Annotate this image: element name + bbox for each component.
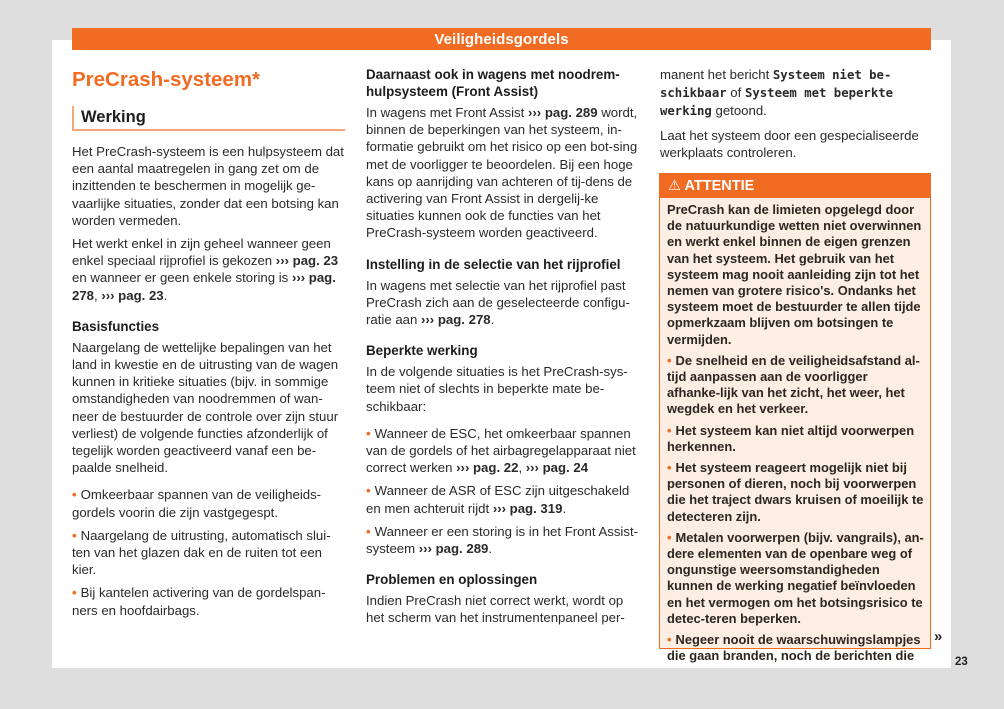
display-message: Systeem met beperkte werking (660, 86, 894, 119)
column-1 (72, 62, 346, 625)
list-item (72, 527, 346, 579)
bullet-text: Omkeerbaar spannen van de veiligheids-gordels voorin die zijn vastgegespt. (72, 487, 322, 520)
text: Het werkt enkel in zijn geheel wanneer geen enkel speciaal rijprofiel is gekozen (72, 236, 331, 269)
list-item (366, 523, 640, 557)
profile-paragraph (366, 277, 640, 329)
warning-body (660, 198, 930, 664)
warning-triangle-icon: ⚠ (668, 178, 681, 194)
bullet-icon: • (72, 585, 77, 601)
bullet-text: Wanneer er een storing is in het Front Assist-systeem (366, 523, 639, 557)
list-item (667, 460, 924, 525)
page-ref-link[interactable]: ››› pag. 24 (525, 460, 589, 476)
section-header-bar (72, 28, 931, 50)
list-item (72, 486, 346, 520)
text: wordt, binnen de beperkingen van het systeem, in-formatie gebruikt om het risico op een bot-sing met de voorligger te beoordelen. Bij een hoge kans op aanrijding van achteren of tij-dens de activering van Front Assist in dergelij-ke situaties kunnen ook de functies van het PreCrash-systeem worden geactiveerd. (366, 105, 638, 241)
limited-paragraph: In de volgende situaties is het PreCrash-sys-teem niet of slechts in beperkte mate be-schikbaar: (366, 364, 628, 414)
list-item (72, 584, 346, 618)
bullet-icon: • (366, 483, 371, 499)
heading-problemen: Problemen en oplossingen (366, 572, 538, 588)
page-ref-link[interactable]: ››› pag. 278 (72, 270, 336, 303)
page-number: 23 (955, 656, 968, 668)
text: . (163, 287, 168, 303)
intro-paragraph: Het PreCrash-systeem is een hulpsysteem dat een aantal maatregelen in gang zet om de inzittenden te beschermen in mogelijk ge-vaarlijke situaties, zonder dat een botsing kan worden vermeden. (72, 144, 344, 228)
display-message: Systeem niet be-schikbaar (660, 68, 892, 101)
text: . (490, 312, 495, 328)
bullet-icon: • (667, 529, 672, 545)
profile-paragraph (72, 235, 346, 304)
bullet-text: De snelheid en de veiligheidsafstand al-tijd aanpassen aan de voorligger afhanke-lijk van het zicht, het weer, het wegdek en het verkeer. (667, 352, 920, 417)
bullet-text: Bij kantelen activering van de gordelspan-ners en hoofdairbags. (72, 585, 326, 618)
heading-beperkte-werking: Beperkte werking (366, 343, 478, 359)
column-2 (366, 62, 640, 633)
warning-header (660, 174, 930, 198)
list-item: • Wanneer de ESC, het omkeerbaar spannen van de gordels of het airbagregelapparaat niet correct werken ››› pag. 22, ››› pag. 24 (366, 425, 636, 476)
page-ref-link[interactable]: ››› pag. 319 (492, 500, 563, 516)
warning-intro: PreCrash kan de limieten opgelegd door de natuurkundige wetten niet overwinnen en werkt enkel binnen de eigen grenzen van het systeem. Het gebruik van het systeem mag nooit aanleiding zijn tot het nemen van grotere risico's. Ondanks het systeem moet de bestuurder te allen tijde opmerkzaam blijven om botsingen te vermijden. (667, 202, 922, 347)
text: . (562, 500, 567, 516)
heading-front-assist: Daarnaast ook in wagens met noodrem-hulpsysteem (Front Assist) (366, 67, 620, 99)
bullet-icon: • (667, 352, 672, 368)
page-ref-link[interactable]: ››› pag. 278 (421, 312, 491, 328)
message-paragraph (660, 66, 932, 121)
bullet-icon: • (366, 523, 371, 539)
column-3 (660, 66, 932, 167)
bullet-icon: • (72, 527, 77, 543)
warning-box (659, 173, 931, 664)
bullet-icon: • (72, 487, 77, 503)
heading-basisfuncties: Basisfuncties (72, 318, 160, 334)
text: en wanneer er geen enkele storing is (72, 270, 292, 286)
list-item (667, 632, 924, 664)
text: , (94, 287, 102, 303)
warning-title: ATTENTIE (684, 178, 755, 194)
text: getoond. (711, 103, 767, 119)
problems-paragraph: Indien PreCrash niet correct werkt, wordt op het scherm van het instrumentenpaneel per- (366, 593, 625, 626)
text: . (488, 541, 493, 557)
page-ref-link[interactable]: ››› pag. 22 (456, 460, 519, 476)
page-ref-link[interactable]: ››› pag. 289 (527, 105, 598, 120)
bullet-text: Wanneer de ESC, het omkeerbaar spannen van de gordels of het airbagregelapparaat niet correct werken (366, 425, 636, 476)
page-ref-link[interactable]: ››› pag. 23 (275, 253, 339, 269)
bullet-text: Metalen voorwerpen (bijv. vangrails), an-dere elementen van de openbare weg of ongunstige weersomstandigheden kunnen de werking negatief beïnvloeden en het vermogen om het botsingsrisico te detec-teren beperken. (667, 529, 924, 626)
list-item (667, 530, 924, 627)
continue-arrow-icon: » (934, 628, 943, 645)
text: In wagens met selectie van het rijprofiel past PreCrash zich aan de geselecteerde configu-ratie aan (366, 277, 630, 328)
bullet-text: Het systeem reageert mogelijk niet bij personen of dieren, noch bij voorwerpen die het traject dwars kruisen of moeilijk te detecteren zijn. (667, 460, 924, 524)
text: manent het bericht (660, 67, 773, 82)
basis-paragraph: Naargelang de wettelijke bepalingen van het land in kwestie en de uitrusting van de wagen kunnen in kritieke situaties (bijv. in sommige omstandigheden van noodremmen of wan-neer de bestuurder de controle over zijn stuur verliest) de volgende functies afzonderlijk of tegelijk worden geactiveerd vanaf een be-paalde snelheid. (72, 339, 339, 476)
workshop-paragraph: Laat het systeem door een gespecialiseerde werkplaats controleren. (660, 127, 919, 160)
list-item (667, 423, 924, 455)
bullet-text: Negeer nooit de waarschuwingslampjes die gaan branden, noch de berichten die (667, 632, 921, 664)
bullet-icon: • (667, 632, 672, 648)
bullet-text: Wanneer de ASR of ESC zijn uitgeschakeld en men achteruit rijdt (366, 483, 630, 516)
text: In wagens met Front Assist (366, 105, 528, 120)
bullet-icon: • (366, 425, 371, 441)
page-ref-link[interactable]: ››› pag. 23 (101, 287, 164, 303)
bullet-icon: • (667, 460, 672, 476)
list-item (667, 353, 924, 418)
page-title: PreCrash-systeem* (72, 68, 261, 91)
text: of (726, 85, 745, 101)
front-assist-paragraph (366, 104, 640, 242)
heading-rijprofiel: Instelling in de selectie van het rijprofiel (366, 256, 621, 272)
list-item (366, 482, 640, 516)
section-title: Veiligheidsgordels (434, 31, 569, 48)
subsection-heading-werking: Werking (72, 106, 345, 131)
bullet-icon: • (667, 422, 672, 438)
bullet-text: Naargelang de uitrusting, automatisch slui-ten van het glazen dak en de ruiten tot een kier. (72, 527, 331, 578)
bullet-text: Het systeem kan niet altijd voorwerpen herkennen. (667, 422, 915, 454)
page-ref-link[interactable]: ››› pag. 289 (418, 541, 489, 557)
